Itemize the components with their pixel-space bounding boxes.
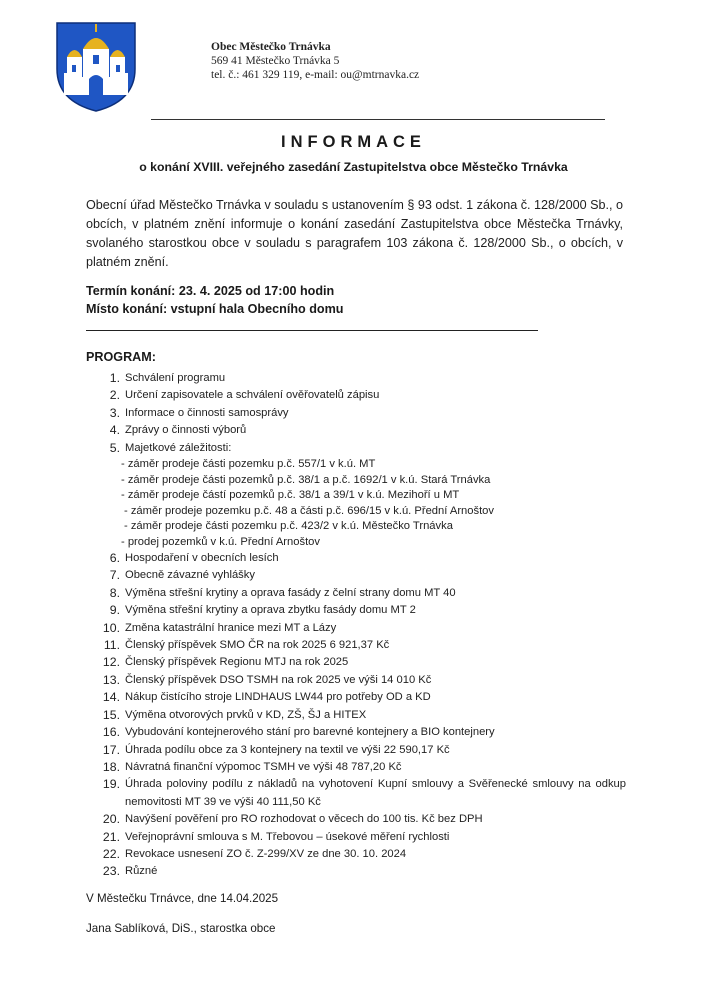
program-item-number: 17. xyxy=(102,742,120,757)
program-item xyxy=(86,707,626,724)
intro-paragraph: Obecní úřad Městečko Trnávka v souladu s ustanovením § 93 odst. 1 zákona č. 128/2000 Sb., o obcích, v platném znění informuje o konání zasedání Zastupitelstva obce Městečka Trnávky, svolaného starostkou obce v souladu s paragrafem 103 zákona č. 128/2000 Sb., o obcích, v platném znění. xyxy=(86,198,623,269)
program-item-number: 14. xyxy=(102,690,120,705)
program-item xyxy=(86,776,626,811)
program-item-number: 4. xyxy=(109,423,120,438)
program-item-text: Informace o činnosti samosprávy xyxy=(125,406,289,419)
program-item-text: Obecně závazné vyhlášky xyxy=(125,569,255,582)
program-item xyxy=(86,672,626,689)
program-item-number: 23. xyxy=(102,864,120,879)
document-subtitle: o konání XVIII. veřejného zasedání Zastupitelstva obce Městečko Trnávka xyxy=(139,160,568,174)
property-subitem: - prodej pozemků v k.ú. Přední Arnoštov xyxy=(121,535,320,548)
program-item xyxy=(86,759,626,776)
org-address: 569 41 Městečko Trnávka 5 xyxy=(211,55,340,67)
program-item xyxy=(86,637,626,654)
program-item-text: Zprávy o činnosti výborů xyxy=(125,424,247,437)
org-address-block xyxy=(211,40,419,82)
program-item-text: Členský příspěvek DSO TSMH na rok 2025 ve výši 14 010 Kč xyxy=(125,673,432,686)
program-item-text: Navýšení pověření pro RO rozhodovat o věcech do 100 tis. Kč bez DPH xyxy=(125,813,483,826)
program-item xyxy=(86,724,626,741)
program-item xyxy=(86,602,626,619)
program-item-number: 21. xyxy=(102,829,120,844)
program-item-number: 20. xyxy=(102,812,120,827)
program-item-number: 11. xyxy=(103,638,120,653)
program-item-text: Výměna střešní krytiny a oprava fasády z čelní strany domu MT 40 xyxy=(125,586,456,599)
program-item-text: Úhrada poloviny podílu z nákladů na vyhotovení Kupní smlouvy a Svěřenecké smlouvy na odkup nemovitosti MT 39 ve výši 40 111,50 Kč xyxy=(125,778,626,808)
program-item-number: 7. xyxy=(109,568,120,583)
program-list xyxy=(86,370,626,881)
property-subitem: - záměr prodeje pozemku p.č. 48 a části p.č. 696/15 v k.ú. Přední Arnoštov xyxy=(124,504,495,517)
program-item-text: Vybudování kontejnerového stání pro barevné kontejnery a BIO kontejnery xyxy=(125,726,495,739)
program-item-number: 5. xyxy=(109,440,120,455)
program-item xyxy=(86,370,626,387)
program-item-number: 6. xyxy=(109,551,120,566)
program-item xyxy=(86,620,626,637)
property-subitem: - záměr prodeje části pozemku p.č. 423/2 v k.ú. Městečko Trnávka xyxy=(124,520,453,533)
document-title: INFORMACE xyxy=(281,133,426,151)
program-item xyxy=(86,550,626,567)
place-and-date: V Městečku Trnávce, dne 14.04.2025 xyxy=(86,892,279,905)
program-item-number: 10. xyxy=(102,620,120,635)
program-item-text: Výměna střešní krytiny a oprava zbytku fasády domu MT 2 xyxy=(125,604,416,617)
program-item-number: 9. xyxy=(109,603,120,618)
property-subitem: - záměr prodeje části pozemku p.č. 557/1 v k.ú. MT xyxy=(121,458,376,471)
program-item xyxy=(86,585,626,602)
program-item-text: Majetkové záležitosti: xyxy=(125,441,232,454)
program-item xyxy=(86,846,626,863)
program-item-number: 16. xyxy=(102,725,120,740)
program-item-text: Hospodaření v obecních lesích xyxy=(125,552,279,565)
signature-line: Jana Sablíková, DiS., starostka obce xyxy=(86,922,276,935)
program-item-text: Členský příspěvek SMO ČR na rok 2025 6 921,37 Kč xyxy=(125,639,390,652)
org-contact: tel. č.: 461 329 119, e-mail: ou@mtrnavka.cz xyxy=(211,69,420,81)
program-item xyxy=(86,567,626,584)
program-item-text: Určení zapisovatele a schválení ověřovatelů zápisu xyxy=(125,389,380,402)
program-item-text: Nákup čistícího stroje LINDHAUS LW44 pro potřeby OD a KD xyxy=(125,691,431,704)
program-item-number: 12. xyxy=(102,655,120,670)
program-item xyxy=(86,742,626,759)
program-item-number: 3. xyxy=(109,405,120,420)
program-item xyxy=(86,440,626,457)
program-item-number: 13. xyxy=(102,672,120,687)
meeting-place: Místo konání: vstupní hala Obecního domu xyxy=(86,302,344,316)
program-item xyxy=(86,654,626,671)
program-item-text: Návratná finanční výpomoc TSMH ve výši 48 787,20 Kč xyxy=(125,760,402,773)
header-divider xyxy=(151,119,605,120)
program-item-number: 18. xyxy=(102,759,120,774)
meeting-term: Termín konání: 23. 4. 2025 od 17:00 hodin xyxy=(86,284,335,298)
coat-of-arms-logo xyxy=(54,21,138,113)
property-subitem: - záměr prodeje částí pozemků p.č. 38/1 a 39/1 v k.ú. Mezihoří u MT xyxy=(121,489,460,502)
program-item-number: 1. xyxy=(109,371,120,385)
program-item-text: Členský příspěvek Regionu MTJ na rok 2025 xyxy=(125,656,349,669)
program-item xyxy=(86,689,626,706)
program-item-text: Veřejnoprávní smlouva s M. Třebovou – úsekové měření rychlosti xyxy=(125,830,450,843)
program-item-text: Změna katastrální hranice mezi MT a Lázy xyxy=(125,621,337,634)
program-item-text: Různé xyxy=(125,865,158,878)
program-item-number: 22. xyxy=(102,846,120,861)
program-item-text: Úhrada podílu obce za 3 kontejnery na textil ve výši 22 590,17 Kč xyxy=(125,743,450,756)
org-name: Obec Městečko Trnávka xyxy=(211,41,331,53)
program-item-number: 19. xyxy=(102,777,120,792)
program-item-text: Schválení programu xyxy=(125,372,226,384)
program-item-number: 2. xyxy=(109,388,120,403)
program-item xyxy=(86,422,626,439)
program-item xyxy=(86,387,626,404)
program-item xyxy=(86,405,626,422)
program-item-text: Výměna otvorových prvků v KD, ZŠ, ŠJ a HITEX xyxy=(125,708,367,721)
program-item-text: Revokace usnesení ZO č. Z-299/XV ze dne 30. 10. 2024 xyxy=(125,847,407,860)
section-divider xyxy=(86,330,538,331)
program-item xyxy=(86,863,626,880)
program-item xyxy=(86,829,626,846)
program-item-number: 8. xyxy=(109,585,120,600)
program-heading: PROGRAM: xyxy=(86,350,156,364)
program-item xyxy=(86,811,626,828)
property-subitem: - záměr prodeje části pozemků p.č. 38/1 a p.č. 1692/1 v k.ú. Stará Trnávka xyxy=(121,473,491,486)
program-item-number: 15. xyxy=(102,707,120,722)
